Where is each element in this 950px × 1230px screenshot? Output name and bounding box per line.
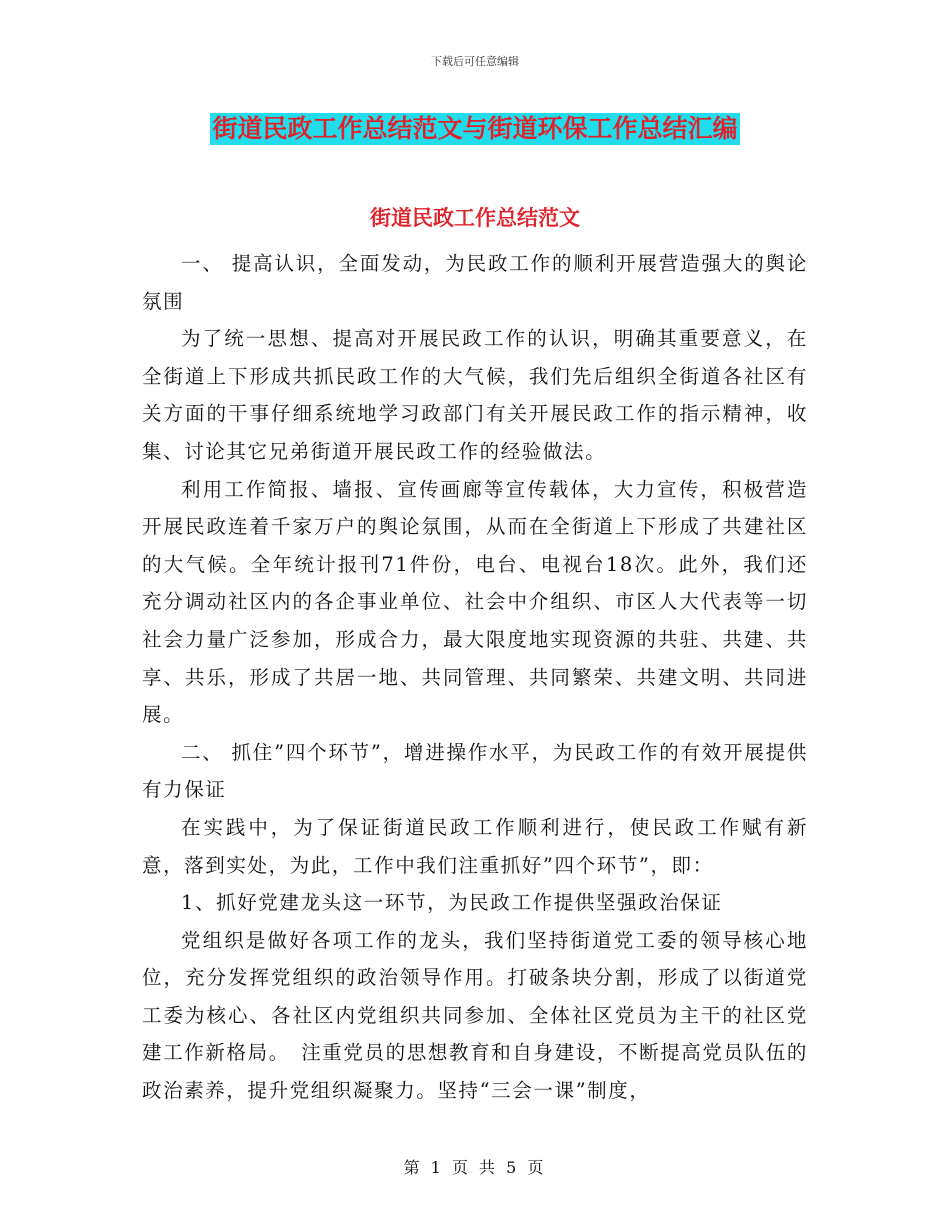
paragraph: 为了统一思想、提高对开展民政工作的认识，明确其重要意义，在全街道上下形成共抓民政工作的大气候，我们先后组织全街道各社区有关方面的干事仔细系统地学习政部门有关开展民政工作的指示精神，收集、讨论其它兄弟街道开展民政工作的经验做法。 — [142, 327, 808, 463]
section-title: 街道民政工作总结范文 — [370, 205, 580, 230]
paragraph: 一、 提高认识，全面发动，为民政工作的顺利开展营造强大的舆论氛围 — [142, 252, 808, 313]
header-note: 下载后可任意编辑 — [431, 55, 519, 68]
page-footer: 第 1 页 共 5 页 — [403, 1158, 547, 1177]
paragraph: 在实践中，为了保证街道民政工作顺利进行，使民政工作赋有新意，落到实处，为此，工作中我们注重抓好”四个环节”，即： — [142, 815, 808, 877]
paragraph: 党组织是做好各项工作的龙头，我们坚持街道党工委的领导核心地位，充分发挥党组织的政治领导作用。打破条块分割，形成了以街道党工委为核心、各社区内党组织共同参加、全体社区党员为主干的社区党建工作新格局。 注重党员的思想教育和自身建设，不断提高党员队伍的政治素养，提升党组织凝聚力。坚持“三会一课”制度， — [142, 928, 808, 1103]
paragraph: 1、抓好党建龙头这一环节，为民政工作提供坚强政治保证 — [181, 891, 723, 915]
main-title-wrapper — [0, 113, 950, 145]
paragraph: 二、 抓住”四个环节”，增进操作水平，为民政工作的有效开展提供有力保证 — [142, 740, 808, 802]
document-body — [142, 245, 808, 1110]
paragraph: 利用工作简报、墙报、宣传画廊等宣传载体，大力宣传，积极营造开展民政连着千家万户的舆论氛围，从而在全街道上下形成了共建社区的大气候。全年统计报刊71件份，电台、电视台18次。此外，我们还充分调动社区内的各企事业单位、社会中介组织、市区人大代表等一切社会力量广泛参加，形成合力，最大限度地实现资源的共驻、共建、共享、共乐，形成了共居一地、共同管理、共同繁荣、共建文明、共同进展。 — [142, 477, 808, 727]
main-title: 街道民政工作总结范文与街道环保工作总结汇编 — [212, 114, 738, 143]
